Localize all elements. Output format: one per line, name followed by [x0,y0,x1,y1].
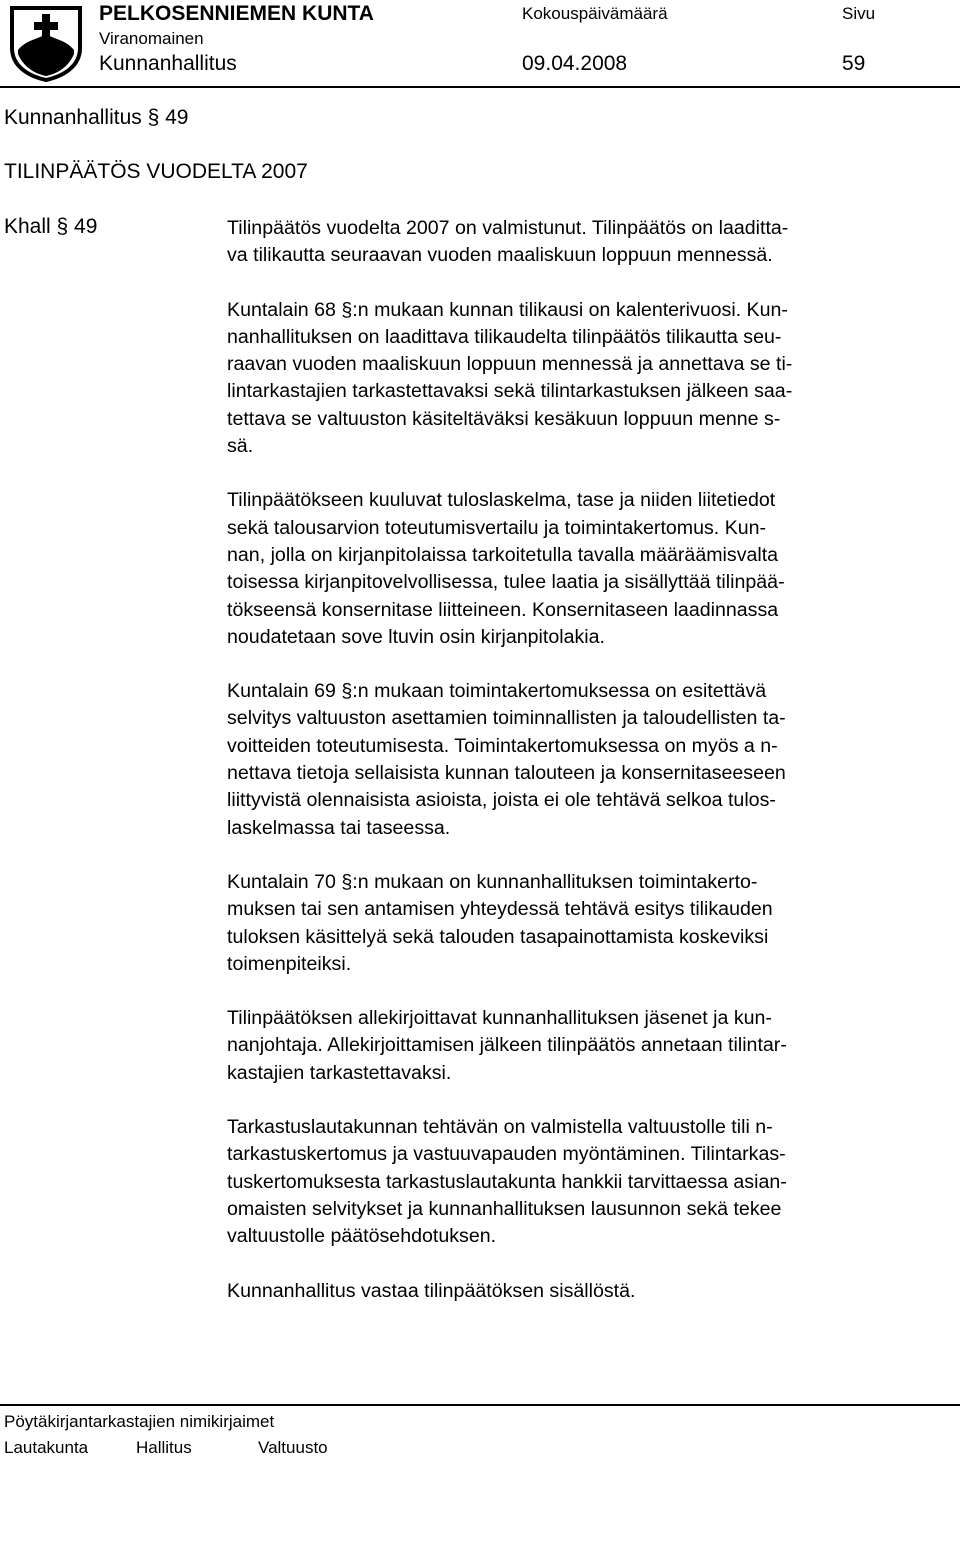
paragraph-line: Kuntalain 70 §:n mukaan on kunnanhallituksen toimintakerto- [227,870,758,893]
paragraph-line: tuloksen käsittelyä sekä talouden tasapainottamista koskeviksi [227,925,769,948]
paragraph-line: raavan vuoden maaliskuun loppuun mennessä ja annettava se ti- [227,353,793,376]
meeting-date-label: Kokouspäivämäärä [522,4,668,23]
paragraph [227,1114,957,1250]
paragraph-line: tuskertomuksesta tarkastuslautakunta hankkii tarvittaessa asian- [227,1170,787,1193]
paragraph-line: Kuntalain 68 §:n mukaan kunnan tilikausi on kalenterivuosi. Kun- [227,298,788,321]
paragraph-line: sekä talousarvion toteutumisvertailu ja toimintakertomus. Kun- [227,516,767,539]
page-label: Sivu [842,4,876,23]
paragraph-line: Tarkastuslautakunnan tehtävän on valmistella valtuustolle tili n- [227,1116,773,1139]
meeting-date: 09.04.2008 [522,52,628,75]
paragraph-line: omaisten selvitykset ja kunnanhallituksen lausunnon sekä tekee [227,1197,782,1220]
footer-initials-title: Pöytäkirjantarkastajien nimikirjaimet [4,1412,275,1431]
footer-council-column: Valtuusto [258,1438,328,1457]
paragraph-line: nanhallituksen on laadittava tilikaudelta tilinpäätös tilikautta seu- [227,325,782,348]
paragraph-line: toisessa kirjanpitovelvollisessa, tulee laatia ja sisällyttää tilinpää- [227,571,785,594]
footer-board-column: Lautakunta [4,1438,89,1457]
paragraph-line: Tilinpäätöksen allekirjoittavat kunnanhallituksen jäsenet ja kun- [227,1007,772,1030]
footer-government-column: Hallitus [136,1438,192,1457]
paragraph-line: tökseensä konsernitase liitteineen. Konsernitaseen laadinnassa [227,598,779,621]
paragraph-line: toimenpiteiksi. [227,952,352,975]
paragraph-line: valtuustolle päätösehdotuksen. [227,1225,497,1248]
paragraph-line: Tilinpäätökseen kuuluvat tuloslaskelma, tase ja niiden liitetiedot [227,489,776,512]
paragraph-line: nan, jolla on kirjanpitolaissa tarkoitetulla tavalla määräämisvalta [227,543,779,566]
paragraph-line: tarkastuskertomus ja vastuuvapauden myöntäminen. Tilintarkas- [227,1143,786,1166]
khall-reference: Khall § 49 [4,215,98,238]
footer-divider [0,1404,960,1406]
page-number: 59 [842,52,866,75]
paragraph [227,678,957,842]
document-body [227,215,957,1332]
paragraph-line: laskelmassa tai taseessa. [227,816,451,839]
paragraph-line: muksen tai sen antamisen yhteydessä tehtävä esitys tilikauden [227,898,773,921]
paragraph [227,1278,957,1305]
organization-name: PELKOSENNIEMEN KUNTA [99,2,374,25]
paragraph-line: tettava se valtuuston käsiteltäväksi kesäkuun loppuun menne s- [227,407,781,430]
paragraph-line: selvitys valtuuston asettamien toiminnallisten ja taloudellisten ta- [227,707,786,730]
paragraph [227,487,957,651]
paragraph-line: noudatetaan sove ltuvin osin kirjanpitolakia. [227,625,605,648]
document-title: TILINPÄÄTÖS VUODELTA 2007 [4,160,308,183]
paragraph [227,1005,957,1087]
paragraph [227,869,957,978]
paragraph-line: nettava tietoja sellaisista kunnan talouteen ja konsernitaseeseen [227,762,786,785]
paragraph-line: kastajien tarkastettavaksi. [227,1061,452,1084]
header-divider [0,86,960,88]
paragraph-line: Kuntalain 69 §:n mukaan toimintakertomuksessa on esitettävä [227,680,767,703]
municipal-coat-of-arms-logo [6,4,86,82]
paragraph [227,215,957,270]
paragraph [227,297,957,461]
paragraph-line: liittyvistä olennaisista asioista, joista ei ole tehtävä selkoa tulos- [227,789,776,812]
paragraph-line: Kunnanhallitus vastaa tilinpäätöksen sisällöstä. [227,1279,636,1302]
paragraph-line: voitteiden toteutumisesta. Toimintakertomuksessa on myös a n- [227,734,778,757]
paragraph-line: Tilinpäätös vuodelta 2007 on valmistunut. Tilinpäätös on laaditta- [227,217,789,239]
paragraph-line: sä. [227,435,254,458]
authority-label: Viranomainen [99,29,204,48]
paragraph-line: va tilikautta seuraavan vuoden maaliskuun loppuun mennessä. [227,244,773,267]
section-reference: Kunnanhallitus § 49 [4,106,189,129]
paragraph-line: lintarkastajien tarkastettavaksi sekä tilintarkastuksen jälkeen saa- [227,380,793,403]
authority-name: Kunnanhallitus [99,52,237,75]
paragraph-line: nanjohtaja. Allekirjoittamisen jälkeen tilinpäätös annetaan tilintar- [227,1034,787,1057]
